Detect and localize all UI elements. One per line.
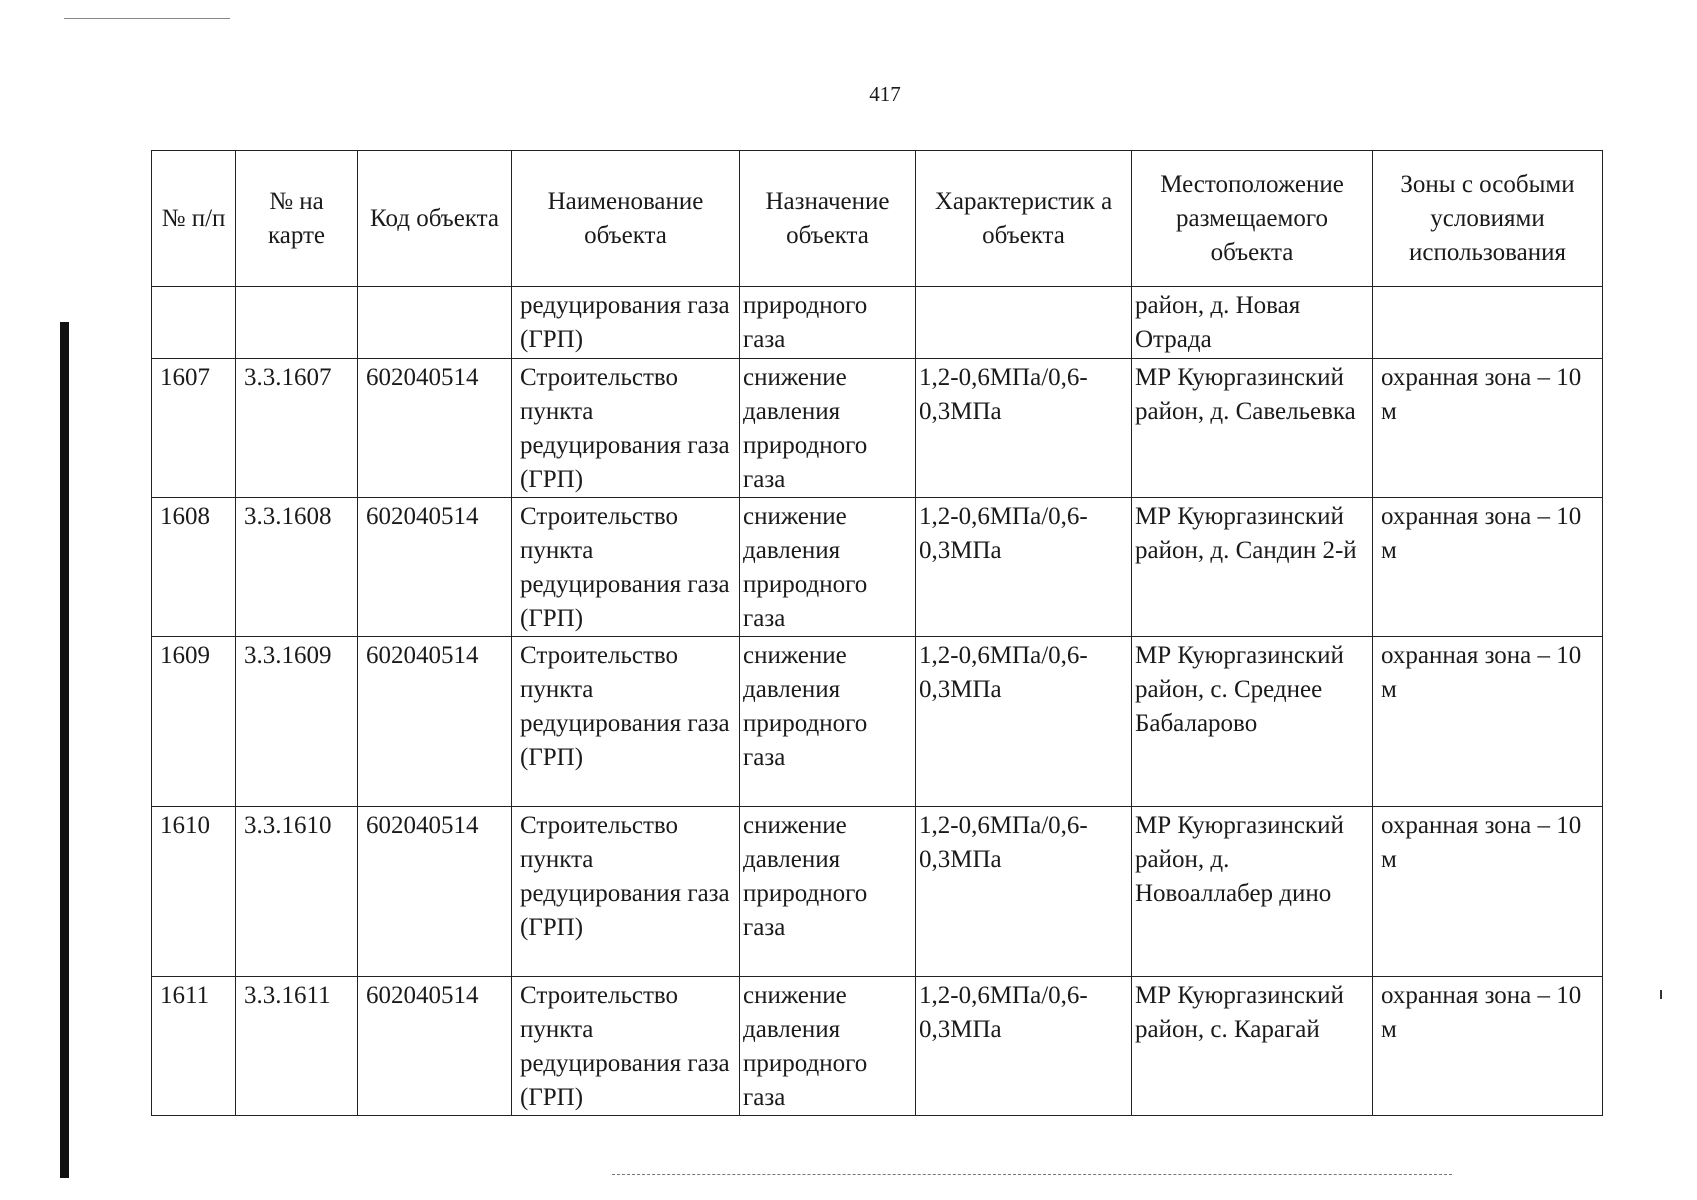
table-cell: МР Куюргазинский район, д. Савельевка [1132,359,1373,498]
table-cell [1373,287,1603,359]
table-cell [358,287,512,359]
top-margin-rule [64,18,230,19]
table-cell [152,287,236,359]
table-cell: 3.3.1609 [236,637,358,807]
table-cell: охранная зона – 10 м [1373,807,1603,977]
table-cell: МР Куюргазинский район, д. Сандин 2-й [1132,498,1373,637]
table-cell: МР Куюргазинский район, с. Среднее Бабаларово [1132,637,1373,807]
table-cell: 602040514 [358,359,512,498]
table-cell: охранная зона – 10 м [1373,637,1603,807]
table-cell: охранная зона – 10 м [1373,498,1603,637]
table-cell: район, д. Новая Отрада [1132,287,1373,359]
table-cell: природного газа [740,287,916,359]
table-row [152,359,1603,498]
table-row [152,807,1603,977]
table-row [152,287,1603,359]
table-cell: 1,2-0,6МПа/0,6-0,3МПа [916,637,1132,807]
objects-table [151,150,1603,1116]
header-cell: Зоны с особыми условиями использования [1373,151,1603,287]
table-cell: охранная зона – 10 м [1373,359,1603,498]
table-cell: снижение давления природного газа [740,498,916,637]
table-cell: 602040514 [358,637,512,807]
table-cell: Строительство пункта редуцирования газа (ГРП) [512,359,740,498]
table-cell: 602040514 [358,977,512,1116]
table-cell: 1,2-0,6МПа/0,6-0,3МПа [916,977,1132,1116]
table-cell: Строительство пункта редуцирования газа (ГРП) [512,498,740,637]
table-cell [916,287,1132,359]
scan-edge-bar [60,322,69,1178]
table-cell: снижение давления природного газа [740,807,916,977]
table-cell: 602040514 [358,807,512,977]
table-cell: 1607 [152,359,236,498]
table-cell: 1,2-0,6МПа/0,6-0,3МПа [916,807,1132,977]
header-cell: Местоположение размещаемого объекта [1132,151,1373,287]
page-number: 417 [869,82,901,106]
table-cell: редуцирования газа (ГРП) [512,287,740,359]
table-cell: охранная зона – 10 м [1373,977,1603,1116]
header-cell: № п/п [152,151,236,287]
table-cell: МР Куюргазинский район, с. Карагай [1132,977,1373,1116]
table-cell: 1,2-0,6МПа/0,6-0,3МПа [916,498,1132,637]
header-cell: Код объекта [358,151,512,287]
table-row [152,977,1603,1116]
table-header-row [152,151,1603,287]
table-cell: 3.3.1610 [236,807,358,977]
table-cell: Строительство пункта редуцирования газа (ГРП) [512,807,740,977]
bottom-margin-rule [612,1174,1452,1175]
table-cell: МР Куюргазинский район, д. Новоаллабер дино [1132,807,1373,977]
header-cell: Наименование объекта [512,151,740,287]
table-row [152,498,1603,637]
table-cell: снижение давления природного газа [740,359,916,498]
table-cell: Строительство пункта редуцирования газа (ГРП) [512,637,740,807]
header-cell: Назначение объекта [740,151,916,287]
table-cell: снижение давления природного газа [740,637,916,807]
table-cell: 3.3.1611 [236,977,358,1116]
table-cell: 1609 [152,637,236,807]
table-cell: снижение давления природного газа [740,977,916,1116]
table-row [152,637,1603,807]
table-cell: 1610 [152,807,236,977]
table-cell: 1608 [152,498,236,637]
table-cell: 3.3.1608 [236,498,358,637]
table-cell: 1611 [152,977,236,1116]
scan-edge-mark [1660,990,1662,999]
header-cell: № на карте [236,151,358,287]
table-cell [236,287,358,359]
table-cell: 1,2-0,6МПа/0,6-0,3МПа [916,359,1132,498]
header-cell: Характеристик а объекта [916,151,1132,287]
table-cell: 602040514 [358,498,512,637]
table-cell: 3.3.1607 [236,359,358,498]
table-cell: Строительство пункта редуцирования газа (ГРП) [512,977,740,1116]
